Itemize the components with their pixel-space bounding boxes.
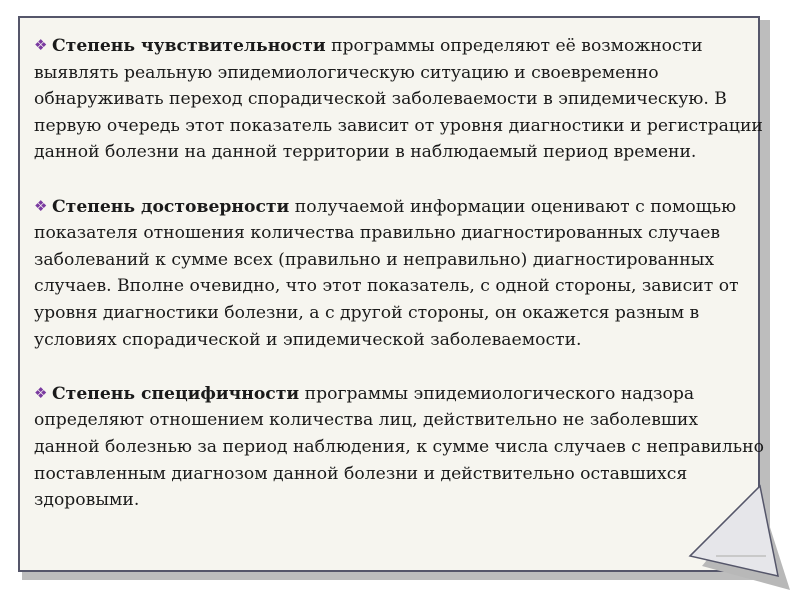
paragraph-text: программы определяют её возможности выявлять реальную эпидемиологическую ситуацию и своевременно обнаруживать переход спорадической заболеваемости в эпидемическую. В первую очередь этот показатель зависит от уровня диагностики и регистрации данной болезни на данной территории в наблюдаемый период времени. [34, 36, 763, 163]
term-specificity: Степень специфичности [52, 383, 300, 404]
paragraph-specificity [34, 380, 764, 514]
term-reliability: Степень достоверности [52, 196, 290, 217]
term-sensitivity: Степень чувствительности [52, 36, 326, 56]
diamond-cluster-bullet-icon: ❖ [34, 196, 48, 215]
diamond-cluster-bullet-icon: ❖ [34, 383, 48, 402]
diamond-cluster-bullet-icon: ❖ [34, 36, 48, 54]
slide-body [34, 32, 764, 540]
paragraph-reliability [34, 193, 764, 354]
paragraph-sensitivity [34, 32, 764, 166]
paragraph-text: программы эпидемиологического надзора определяют отношением количества лиц, действительно не заболевших данной болезнью за период наблюдения, к сумме числа случаев с неправильно поставленным диагнозом данной болезни и действительно оставшихся здоровыми. [34, 383, 764, 511]
paragraph-text: получаемой информации оценивают с помощью показателя отношения количества правильно диагностированных случаев заболеваний к сумме всех (правильно и неправильно) диагностированных случаев. Вполне очевидно, что этот показатель, с одной стороны, зависит от уровня диагностики болезни, а с другой стороны, он окажется разным в условиях спорадической и эпидемической заболеваемости. [34, 196, 739, 350]
